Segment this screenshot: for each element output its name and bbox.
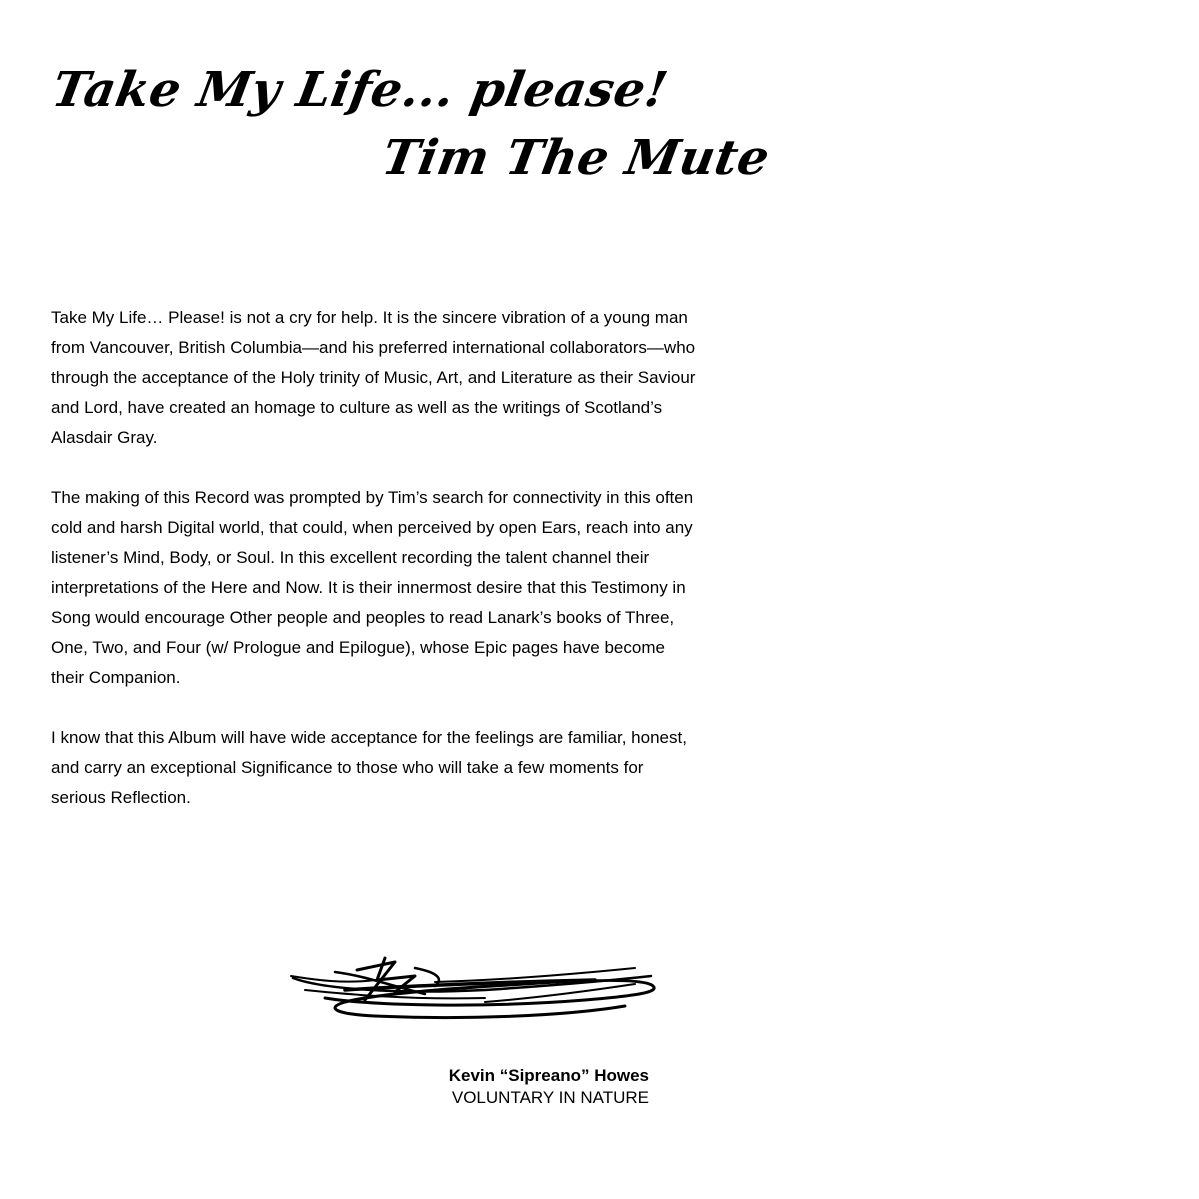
signoff bbox=[449, 1065, 649, 1109]
artist-name: Tim The Mute bbox=[378, 130, 774, 186]
signer-affiliation: VOLUNTARY IN NATURE bbox=[451, 1088, 649, 1107]
liner-notes bbox=[51, 303, 701, 843]
signer-name: Kevin “Sipreano” Howes bbox=[448, 1066, 649, 1085]
paragraph-3: I know that this Album will have wide acceptance for the feelings are familiar, honest, and carry an exceptional Significance to those who will take a few moments for serious Reflection. bbox=[51, 728, 687, 807]
album-title: Take My Life... please! bbox=[48, 62, 672, 118]
paragraph-2: The making of this Record was prompted by Tim’s search for connectivity in this often cold and harsh Digital world, that could, when perceived by open Ears, reach into any listener’s Mind, Body, or Soul. In this excellent recording the talent channel their interpretations of the Here and Now. It is their innermost desire that this Testimony in Song would encourage Other people and peoples to read Lanark’s books of Three, One, Two, and Four (w/ Prologue and Epilogue), whose Epic pages have become their Companion. bbox=[51, 488, 694, 687]
paragraph-1: Take My Life… Please! is not a cry for help. It is the sincere vibration of a young man from Vancouver, British Columbia—and his preferred international collaborators—who through the acceptance of the Holy trinity of Music, Art, and Literature as their Saviour and Lord, have created an homage to culture as well as the writings of Scotland’s Alasdair Gray. bbox=[51, 308, 696, 447]
signature-scribble bbox=[285, 950, 665, 1030]
